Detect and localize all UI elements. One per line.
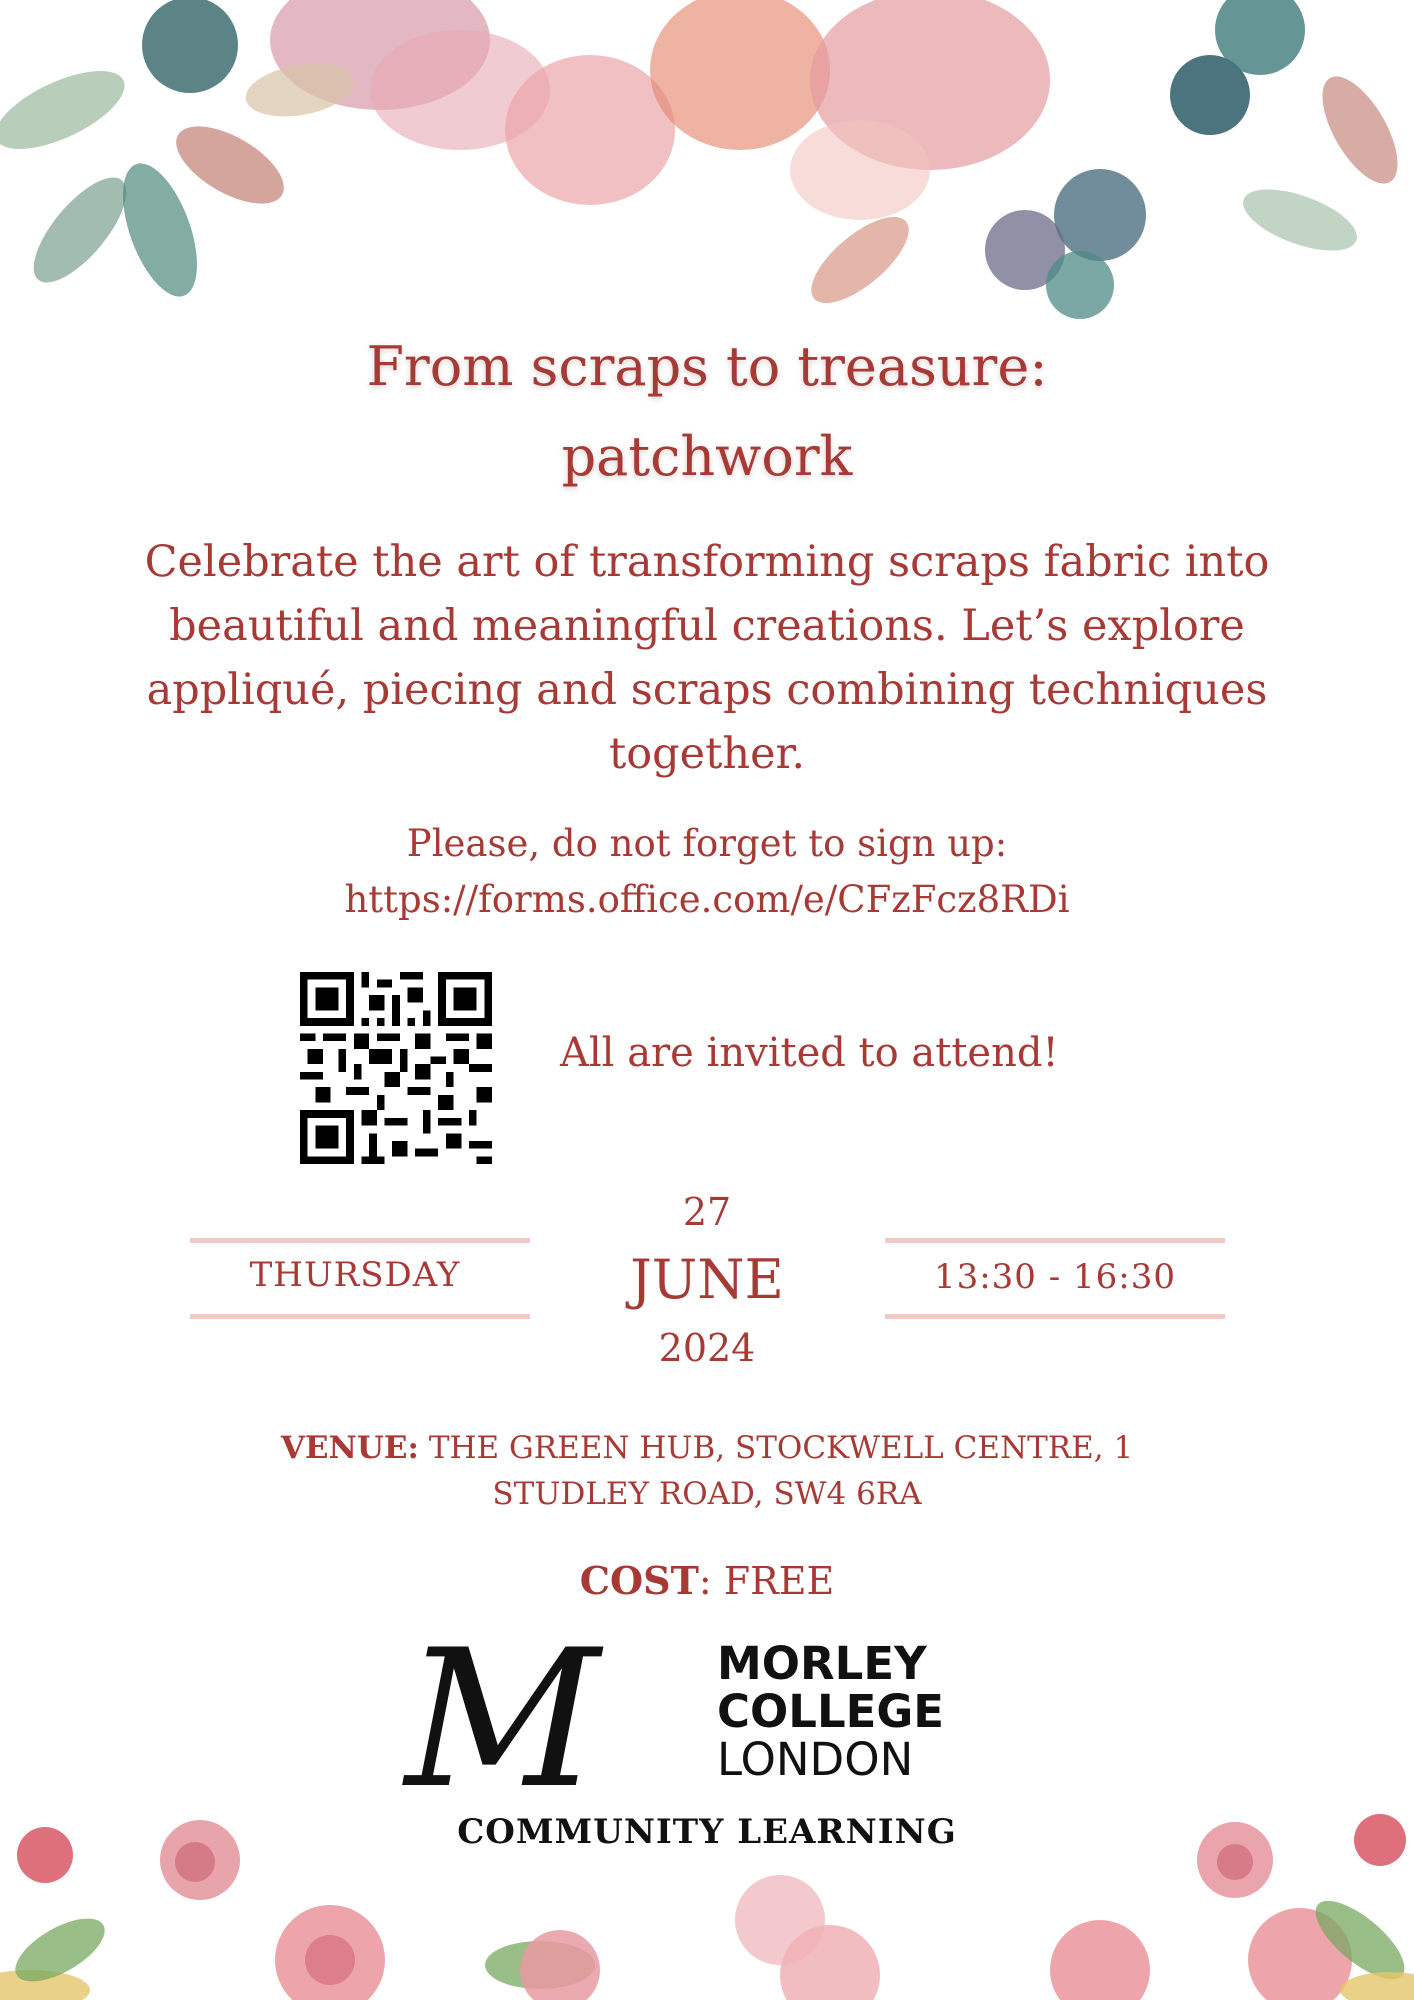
floral-bottom-decoration xyxy=(0,1780,1414,2000)
cost-separator: : xyxy=(698,1559,724,1603)
event-title-line-2: patchwork xyxy=(561,425,853,488)
event-time: 13:30 - 16:30 xyxy=(933,1257,1177,1297)
venue-label: VENUE: xyxy=(280,1430,419,1466)
event-description: Celebrate the art of transforming scraps fabric into beautiful and meaningful creations. Let’s explore appliqué, piecing and scraps combining techniques together. xyxy=(144,537,1270,779)
venue-line-2: STUDLEY ROAD, SW4 6RA xyxy=(492,1476,922,1512)
invite-text: All are invited to attend! xyxy=(560,1030,1059,1076)
divider xyxy=(885,1238,1225,1243)
divider xyxy=(190,1238,530,1243)
logo-tagline: COMMUNITY LEARNING xyxy=(457,1812,957,1852)
logo-line-2: COLLEGE xyxy=(717,1685,945,1738)
divider xyxy=(885,1314,1225,1319)
floral-top-decoration xyxy=(0,0,1414,340)
event-date-day: 27 xyxy=(682,1190,732,1234)
event-title-line-1: From scraps to treasure: xyxy=(366,335,1048,398)
venue-line-1: THE GREEN HUB, STOCKWELL CENTRE, 1 xyxy=(428,1430,1134,1466)
cost-value: FREE xyxy=(723,1559,835,1603)
event-date-year: 2024 xyxy=(658,1326,756,1370)
logo-line-3: LONDON xyxy=(717,1733,914,1786)
logo-mark: M xyxy=(405,1609,600,1830)
divider xyxy=(190,1314,530,1319)
logo-wordmark xyxy=(717,1637,945,1786)
cost xyxy=(0,1558,1414,1603)
event-date-month: JUNE xyxy=(630,1248,784,1311)
cost-label: COST xyxy=(579,1558,699,1603)
signup-prompt: Please, do not forget to sign up: xyxy=(406,822,1008,865)
signup-link[interactable]: https://forms.office.com/e/CFzFcz8RDi xyxy=(344,878,1070,921)
venue xyxy=(260,1425,1154,1517)
logo-line-1: MORLEY xyxy=(717,1637,927,1690)
qr-code[interactable] xyxy=(300,972,492,1164)
event-day: THURSDAY xyxy=(249,1255,461,1295)
